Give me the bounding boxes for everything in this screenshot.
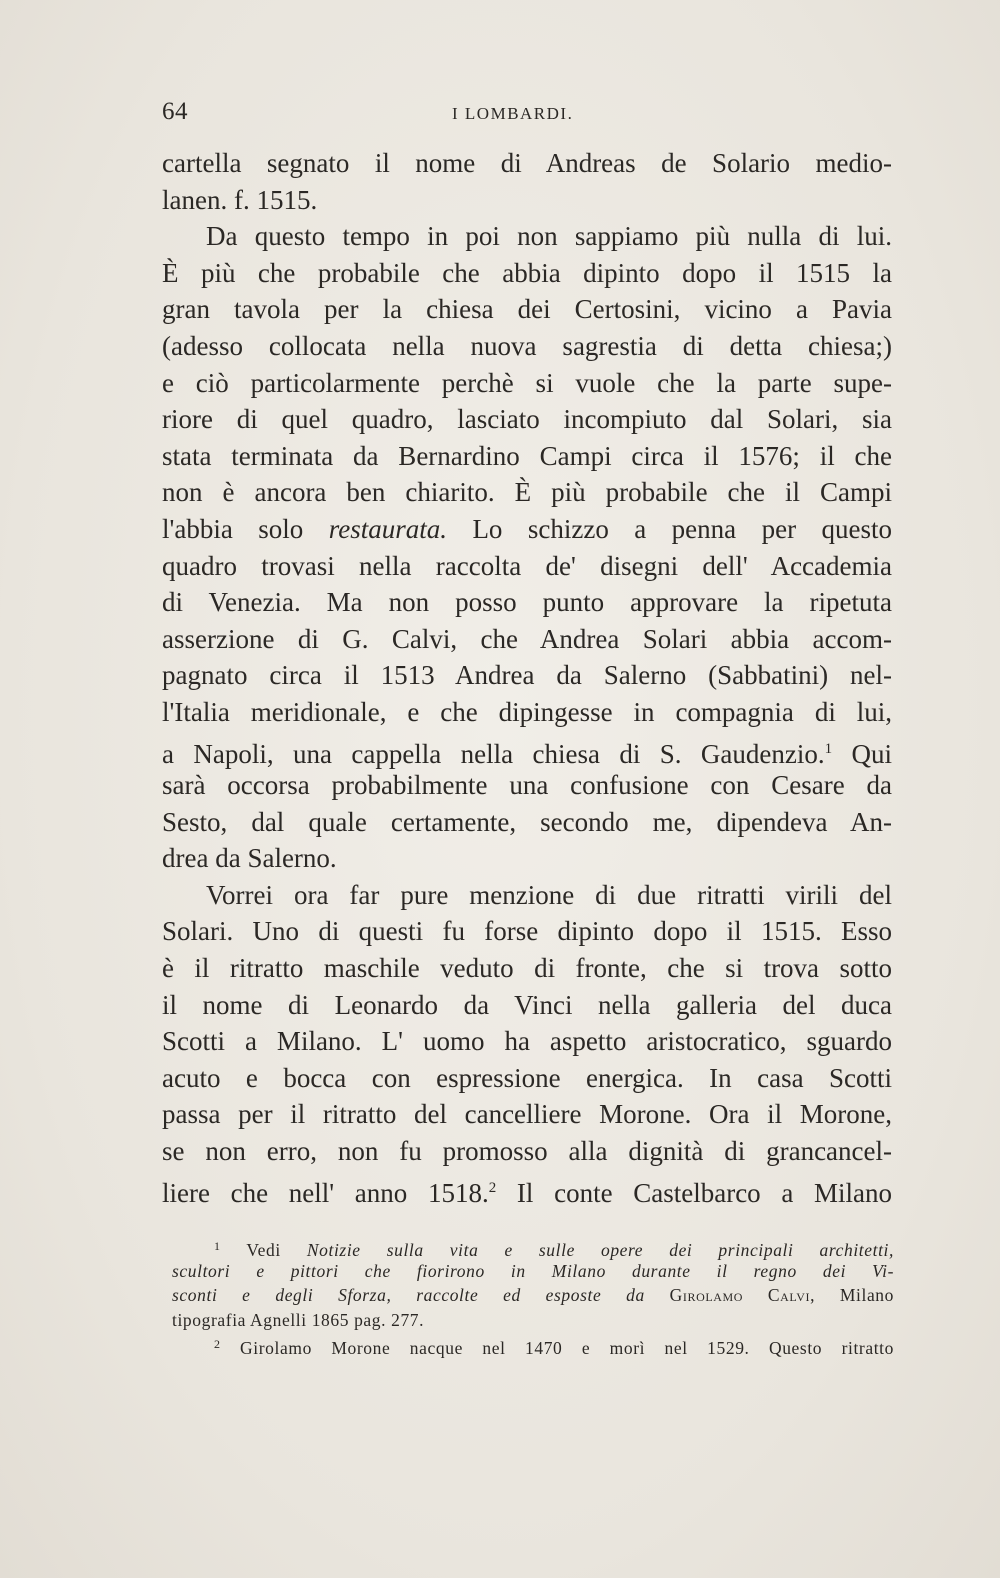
text-line: quadro trovasi nella raccolta de' disegni dell' Accademia xyxy=(162,550,892,581)
text-line: sarà occorsa probabilmente una confusione con Cesare da xyxy=(162,770,892,801)
text-line: cartella segnato il nome di Andreas de Solario medio- xyxy=(162,148,892,178)
italic-word: restaurata. xyxy=(328,513,447,544)
footnote-line: tipografia Agnelli 1865 pag. 277. xyxy=(172,1309,425,1330)
text-line: Da questo tempo in poi non sappiamo più nulla di lui. xyxy=(206,221,892,252)
text-line: se non erro, non fu promosso alla dignità di grancancel- xyxy=(162,1136,892,1167)
italic-title: Notizie sulla vita e sulle opere dei principali architetti, xyxy=(306,1240,894,1260)
text-line: (adesso collocata nella nuova sagrestia di detta chiesa;) xyxy=(162,330,892,361)
text-line: l'Italia meridionale, e che dipingesse in compagnia di lui, xyxy=(162,696,892,727)
text-line: di Venezia. Ma non posso punto approvare la ripetuta xyxy=(162,587,892,618)
text-run: Girolamo Morone nacque nel 1470 e morì nel 1529. Questo ritratto xyxy=(240,1338,894,1358)
text-line: asserzione di G. Calvi, che Andrea Solari abbia accom- xyxy=(162,623,892,654)
text-run: Vedi xyxy=(246,1240,281,1260)
text-line: stata terminata da Bernardino Campi circa il 1576; il che xyxy=(162,440,892,471)
text-run: a Napoli, una cappella nella chiesa di S. Gaudenzio. xyxy=(162,738,825,769)
text-line: non è ancora ben chiarito. È più probabile che il Campi xyxy=(162,477,892,508)
italic-title: sconti e degli Sforza, raccolte ed esposte da xyxy=(172,1285,645,1305)
footnotes xyxy=(172,1234,894,1357)
text-line: è il ritratto maschile veduto di fronte, che si trova sotto xyxy=(162,953,892,984)
text-run: Lo schizzo a penna per questo xyxy=(472,513,892,544)
footnote-line xyxy=(172,1332,894,1357)
author-name: Girolamo Calvi xyxy=(669,1285,811,1305)
footnote-mark: 2 xyxy=(214,1337,221,1351)
footnote-line: scultori e pittori che fiorirono in Milano durante il regno dei Vi- xyxy=(172,1260,894,1281)
text-line: pagnato circa il 1513 Andrea da Salerno (Sabbatini) nel- xyxy=(162,660,892,691)
footnote-ref: 1 xyxy=(824,740,833,757)
footnote-ref: 2 xyxy=(488,1179,497,1196)
footnote-line xyxy=(172,1283,894,1308)
text-run: liere che nell' anno 1518. xyxy=(162,1177,489,1208)
page-header xyxy=(162,98,892,134)
text-line: Vorrei ora far pure menzione di due ritratti virili del xyxy=(206,879,892,910)
running-head: I LOMBARDI. xyxy=(452,104,574,123)
text-line: Solari. Uno di questi fu forse dipinto dopo il 1515. Esso xyxy=(162,916,892,947)
text-run: , Milano xyxy=(810,1285,895,1305)
text-line: È più che probabile che abbia dipinto dopo il 1515 la xyxy=(162,257,892,288)
text-run: Il conte Castelbarco a Milano xyxy=(516,1177,893,1208)
text-line: drea da Salerno. xyxy=(162,843,337,874)
text-line: passa per il ritratto del cancelliere Morone. Ora il Morone, xyxy=(162,1099,892,1130)
text-line: acuto e bocca con espressione energica. In casa Scotti xyxy=(162,1062,892,1093)
footnote-line xyxy=(172,1234,894,1259)
text-line: riore di quel quadro, lasciato incompiuto dal Solari, sia xyxy=(162,404,892,435)
text-line xyxy=(162,1170,892,1207)
text-line: Scotti a Milano. L' uomo ha aspetto aristocratico, sguardo xyxy=(162,1026,892,1057)
footnote-mark: 1 xyxy=(214,1239,221,1253)
text-line: Sesto, dal quale certamente, secondo me, dipendeva An- xyxy=(162,806,892,837)
text-run: l'abbia solo xyxy=(162,513,304,544)
text-line: gran tavola per la chiesa dei Certosini, vicino a Pavia xyxy=(162,294,892,325)
text-line xyxy=(162,731,892,768)
page-number: 64 xyxy=(162,98,188,125)
text-line: il nome di Leonardo da Vinci nella galleria del duca xyxy=(162,989,892,1020)
text-line: e ciò particolarmente perchè si vuole che la parte supe- xyxy=(162,367,892,398)
text-run: Qui xyxy=(851,738,893,769)
body-text xyxy=(162,145,892,1206)
text-line xyxy=(162,511,892,548)
text-line: lanen. f. 1515. xyxy=(162,184,318,215)
